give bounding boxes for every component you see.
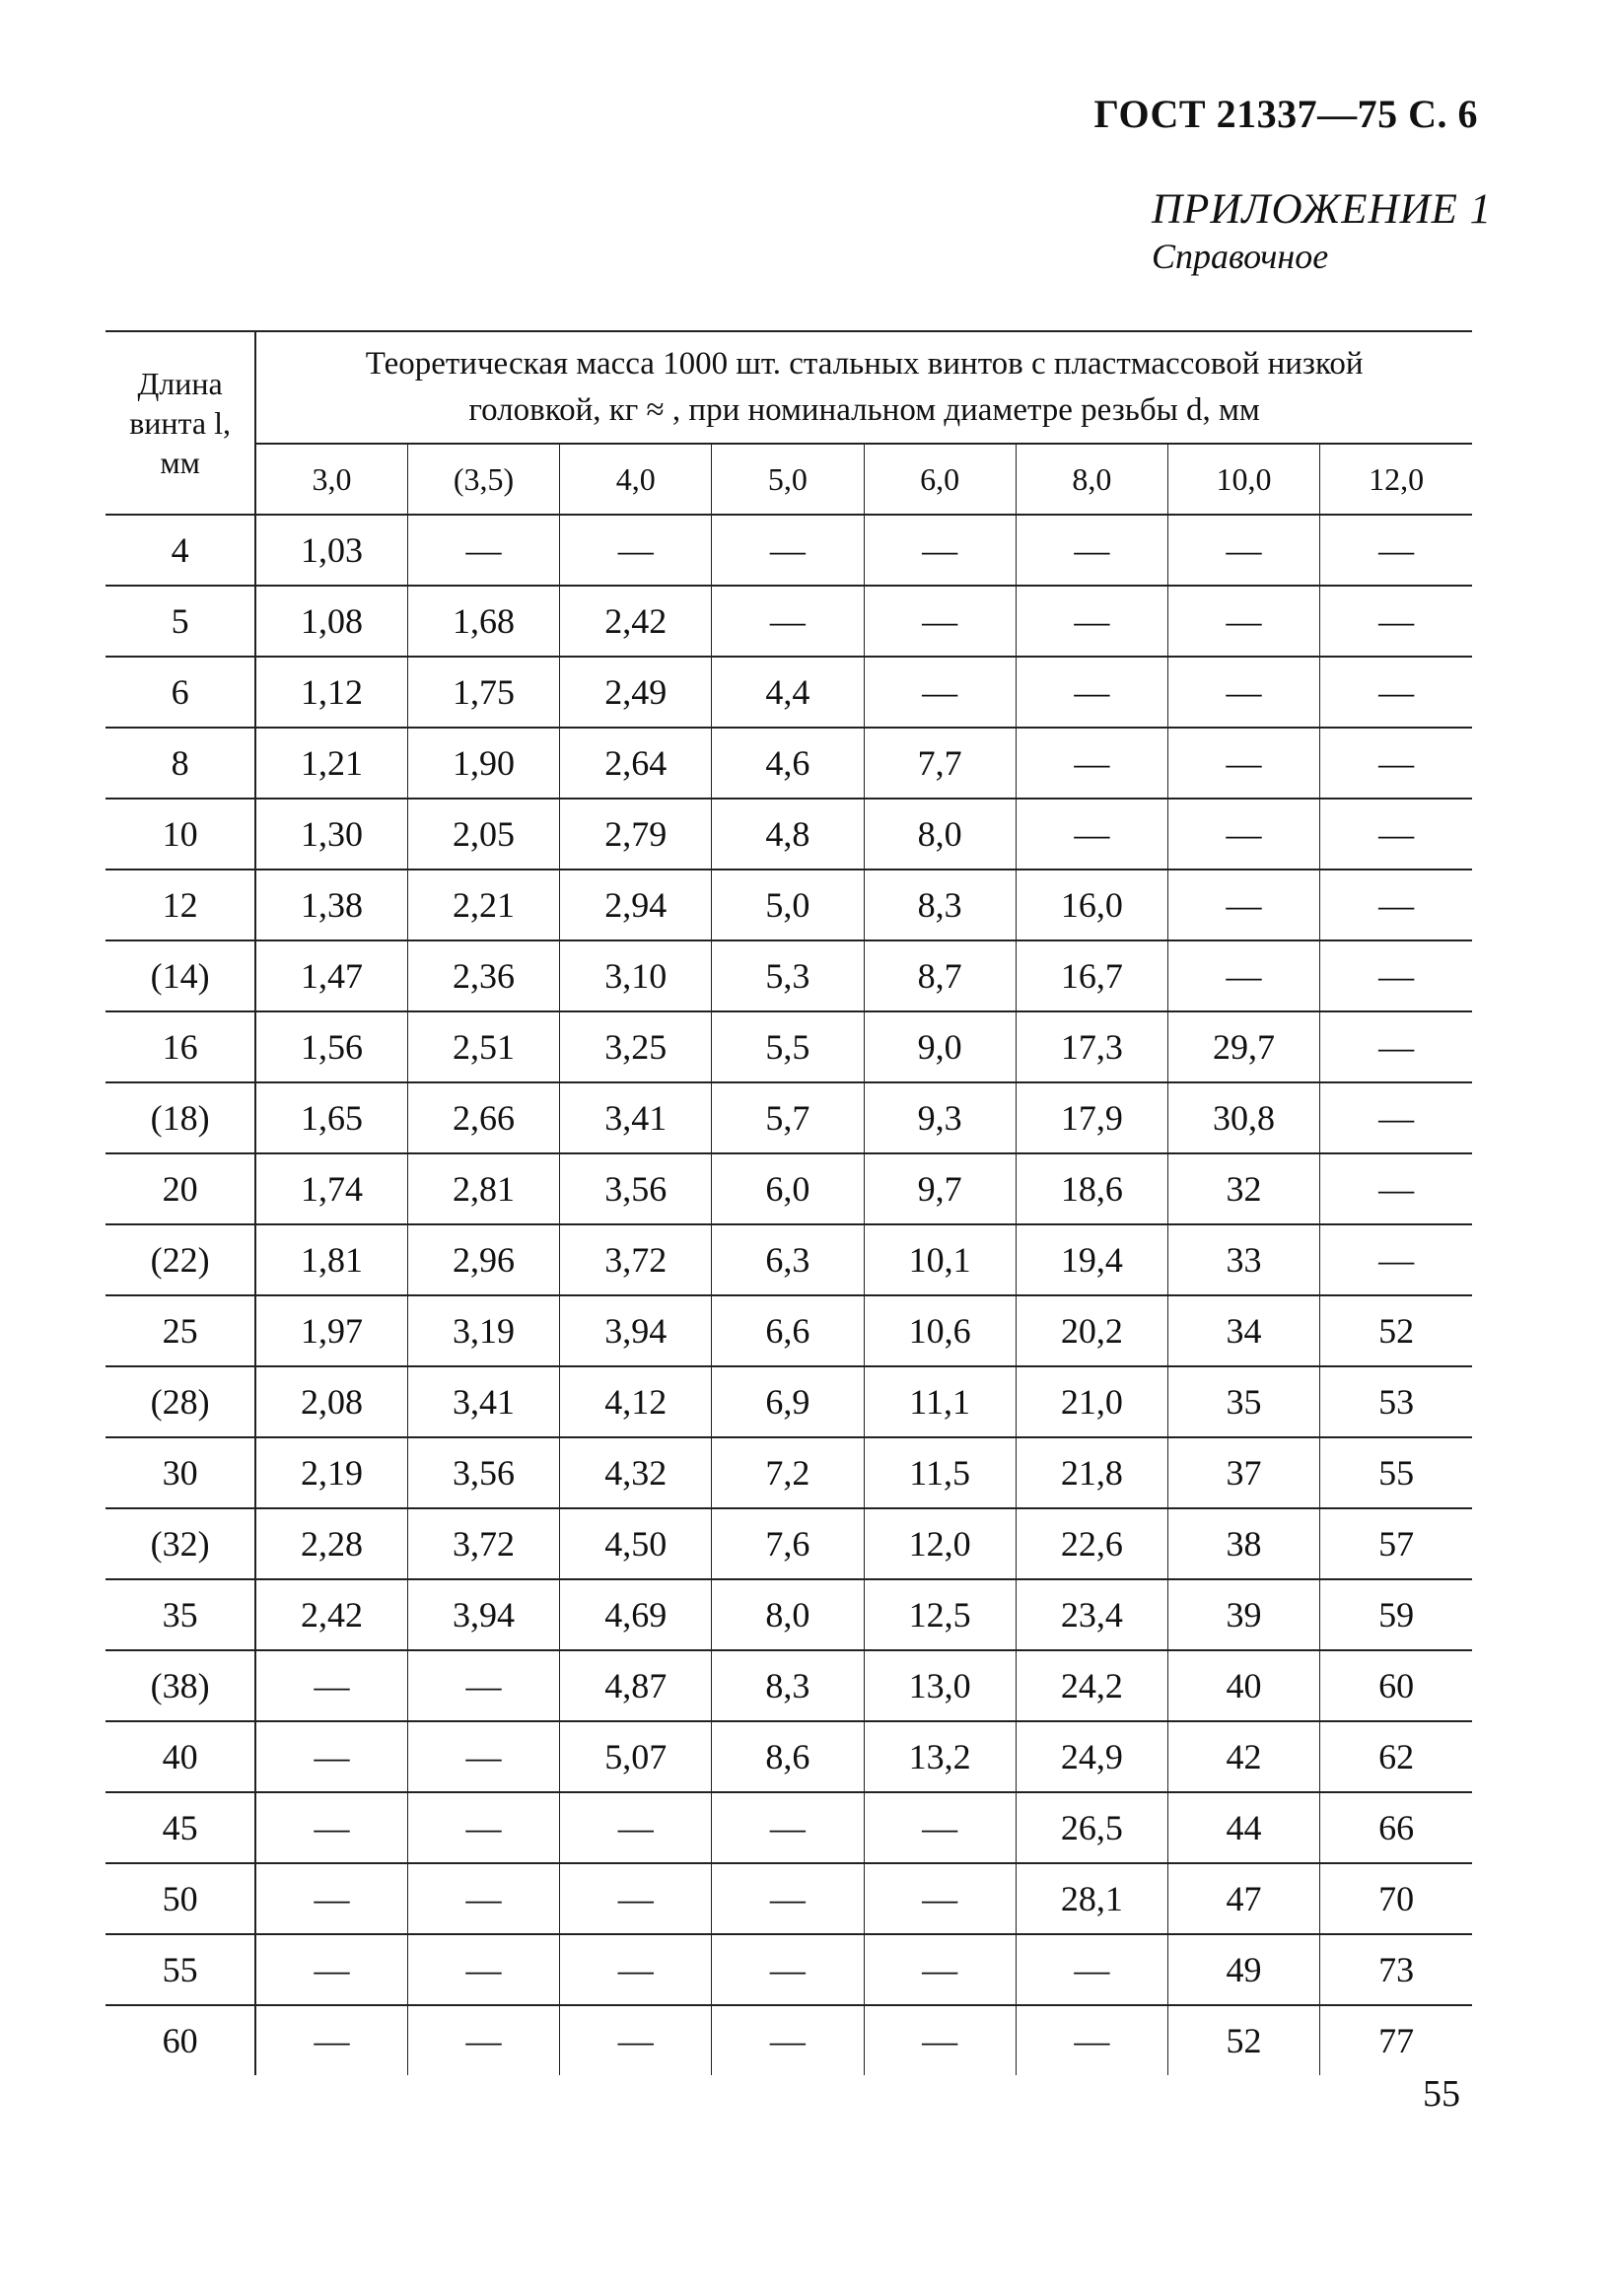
table-row [106,728,1472,799]
mass-cell: 52 [1320,1295,1472,1366]
mass-cell: 3,94 [560,1295,712,1366]
mass-cell: 70 [1320,1863,1472,1934]
table-row [106,657,1472,728]
table-row [106,1508,1472,1579]
table-row [106,515,1472,586]
length-cell: (38) [106,1650,255,1721]
mass-cell: 39 [1167,1579,1319,1650]
mass-cell: — [1167,940,1319,1011]
mass-cell: — [1016,2005,1167,2075]
mass-cell: — [864,657,1016,728]
length-column-header [106,331,255,515]
mass-cell: 2,05 [407,799,559,870]
mass-cell: 8,6 [712,1721,864,1792]
mass-cell: 2,66 [407,1082,559,1153]
length-cell: 25 [106,1295,255,1366]
mass-cell: — [864,515,1016,586]
mass-cell: 8,0 [864,799,1016,870]
mass-cell: 5,7 [712,1082,864,1153]
length-cell: (32) [106,1508,255,1579]
mass-cell: 20,2 [1016,1295,1167,1366]
mass-cell: — [407,515,559,586]
mass-cell: — [255,2005,407,2075]
mass-cell: — [407,1934,559,2005]
diameter-header: 4,0 [560,444,712,515]
mass-cell: 1,90 [407,728,559,799]
mass-cell: 37 [1167,1437,1319,1508]
screw-mass-table [106,330,1472,2075]
mass-cell: 2,49 [560,657,712,728]
mass-cell: 66 [1320,1792,1472,1863]
mass-cell: — [1016,657,1167,728]
mass-cell: 1,03 [255,515,407,586]
length-cell: (22) [106,1224,255,1295]
mass-cell: 35 [1167,1366,1319,1437]
mass-cell: 2,64 [560,728,712,799]
mass-cell: 4,50 [560,1508,712,1579]
table-row [106,870,1472,940]
mass-cell: 3,72 [560,1224,712,1295]
mass-cell: 12,0 [864,1508,1016,1579]
mass-cell: 23,4 [1016,1579,1167,1650]
mass-cell: 2,81 [407,1153,559,1224]
mass-cell: 4,87 [560,1650,712,1721]
mass-cell: 2,96 [407,1224,559,1295]
mass-cell: 7,6 [712,1508,864,1579]
mass-cell: 73 [1320,1934,1472,2005]
page-number: 55 [1423,2073,1460,2115]
mass-cell: — [1016,586,1167,657]
length-header-line: винта l, [129,405,232,441]
mass-cell: 8,0 [712,1579,864,1650]
mass-cell: 2,94 [560,870,712,940]
mass-cell: 2,08 [255,1366,407,1437]
mass-cell: — [1320,515,1472,586]
table-row [106,1295,1472,1366]
table-row [106,1224,1472,1295]
mass-cell: — [1320,940,1472,1011]
length-cell: 45 [106,1792,255,1863]
mass-cell: 1,56 [255,1011,407,1082]
mass-cell: 17,3 [1016,1011,1167,1082]
mass-cell: 26,5 [1016,1792,1167,1863]
mass-cell: — [712,1863,864,1934]
mass-cell: 4,8 [712,799,864,870]
document-reference: ГОСТ 21337—75 С. 6 [1093,92,1478,136]
mass-cell: — [1167,657,1319,728]
mass-cell: 2,28 [255,1508,407,1579]
mass-cell: 57 [1320,1508,1472,1579]
mass-cell: — [1320,1082,1472,1153]
mass-cell: — [1320,657,1472,728]
mass-header-line: головкой, кг ≈ , при номинальном диаметре резьбы d, мм [468,392,1260,428]
length-cell: 10 [106,799,255,870]
mass-cell: 2,42 [255,1579,407,1650]
mass-cell: 4,4 [712,657,864,728]
mass-cell: 22,6 [1016,1508,1167,1579]
mass-cell: 16,0 [1016,870,1167,940]
diameter-header: (3,5) [407,444,559,515]
table-header [106,331,1472,515]
appendix-block [1152,185,1492,278]
mass-cell: — [1320,1224,1472,1295]
length-cell: 16 [106,1011,255,1082]
mass-cell: 47 [1167,1863,1319,1934]
mass-cell: — [712,515,864,586]
table-body [106,515,1472,2075]
mass-cell: 42 [1167,1721,1319,1792]
mass-cell: 1,65 [255,1082,407,1153]
mass-cell: 8,7 [864,940,1016,1011]
mass-cell: — [1016,1934,1167,2005]
mass-cell: 8,3 [712,1650,864,1721]
mass-cell: 3,56 [560,1153,712,1224]
table-row [106,1934,1472,2005]
mass-group-header [255,331,1472,444]
mass-cell: — [255,1934,407,2005]
mass-cell: 21,0 [1016,1366,1167,1437]
mass-cell: — [255,1863,407,1934]
table-row [106,2005,1472,2075]
mass-cell: 18,6 [1016,1153,1167,1224]
mass-cell: 8,3 [864,870,1016,940]
mass-cell: 53 [1320,1366,1472,1437]
mass-cell: 59 [1320,1579,1472,1650]
mass-cell: 13,0 [864,1650,1016,1721]
length-cell: 5 [106,586,255,657]
length-cell: 50 [106,1863,255,1934]
diameter-header: 10,0 [1167,444,1319,515]
mass-cell: 24,9 [1016,1721,1167,1792]
mass-cell: 6,9 [712,1366,864,1437]
mass-cell: — [1167,799,1319,870]
mass-cell: 2,36 [407,940,559,1011]
length-cell: 8 [106,728,255,799]
mass-cell: 9,7 [864,1153,1016,1224]
table-row [106,799,1472,870]
mass-cell: — [407,1792,559,1863]
mass-cell: 1,68 [407,586,559,657]
mass-cell: 30,8 [1167,1082,1319,1153]
diameter-header: 5,0 [712,444,864,515]
appendix-subtitle: Справочное [1152,237,1329,276]
mass-cell: 6,6 [712,1295,864,1366]
mass-cell: — [407,1650,559,1721]
mass-cell: — [1320,870,1472,940]
diameter-header-row [106,444,1472,515]
mass-cell: — [1320,1153,1472,1224]
mass-cell: 4,69 [560,1579,712,1650]
table-row [106,1792,1472,1863]
table-row [106,586,1472,657]
mass-cell: 33 [1167,1224,1319,1295]
length-cell: 20 [106,1153,255,1224]
mass-cell: — [864,2005,1016,2075]
length-cell: 6 [106,657,255,728]
mass-cell: 1,75 [407,657,559,728]
mass-cell: — [560,1792,712,1863]
mass-cell: — [1320,728,1472,799]
mass-cell: 9,3 [864,1082,1016,1153]
mass-cell: 2,42 [560,586,712,657]
length-cell: 4 [106,515,255,586]
table-row [106,1437,1472,1508]
mass-cell: — [712,1792,864,1863]
length-cell: (18) [106,1082,255,1153]
mass-cell: 9,0 [864,1011,1016,1082]
mass-cell: 3,41 [560,1082,712,1153]
length-header-line: мм [160,445,200,480]
mass-cell: 11,5 [864,1437,1016,1508]
mass-cell: 77 [1320,2005,1472,2075]
mass-cell: — [1167,728,1319,799]
mass-cell: 2,21 [407,870,559,940]
length-cell: 30 [106,1437,255,1508]
mass-cell: — [712,2005,864,2075]
mass-cell: 5,07 [560,1721,712,1792]
mass-cell: — [255,1650,407,1721]
mass-cell: 60 [1320,1650,1472,1721]
mass-cell: 2,51 [407,1011,559,1082]
mass-cell: 3,72 [407,1508,559,1579]
mass-cell: 5,5 [712,1011,864,1082]
mass-cell: 1,08 [255,586,407,657]
mass-cell: 49 [1167,1934,1319,2005]
mass-cell: 52 [1167,2005,1319,2075]
diameter-header: 3,0 [255,444,407,515]
mass-cell: 28,1 [1016,1863,1167,1934]
mass-cell: 3,94 [407,1579,559,1650]
appendix-title: ПРИЛОЖЕНИЕ 1 [1152,186,1493,233]
length-cell: 35 [106,1579,255,1650]
header-row-group [106,331,1472,444]
length-cell: (28) [106,1366,255,1437]
mass-cell: — [1320,799,1472,870]
table-row [106,940,1472,1011]
mass-cell: — [1016,728,1167,799]
mass-cell: — [255,1792,407,1863]
mass-cell: 29,7 [1167,1011,1319,1082]
mass-cell: 1,97 [255,1295,407,1366]
length-cell: 40 [106,1721,255,1792]
mass-cell: 16,7 [1016,940,1167,1011]
mass-cell: 5,3 [712,940,864,1011]
table-row [106,1721,1472,1792]
diameter-header: 8,0 [1016,444,1167,515]
mass-cell: 38 [1167,1508,1319,1579]
mass-cell: — [255,1721,407,1792]
diameter-header: 6,0 [864,444,1016,515]
mass-cell: — [407,1721,559,1792]
table-row [106,1082,1472,1153]
table-row [106,1153,1472,1224]
mass-cell: — [1016,515,1167,586]
mass-cell: — [560,2005,712,2075]
mass-cell: 4,6 [712,728,864,799]
mass-cell: 5,0 [712,870,864,940]
mass-cell: — [864,1934,1016,2005]
length-header-line: Длина [137,366,223,401]
mass-cell: 21,8 [1016,1437,1167,1508]
diameter-header: 12,0 [1320,444,1472,515]
table-row [106,1366,1472,1437]
mass-cell: — [1167,870,1319,940]
mass-cell: 7,2 [712,1437,864,1508]
length-cell: (14) [106,940,255,1011]
length-cell: 60 [106,2005,255,2075]
mass-cell: 1,74 [255,1153,407,1224]
table-row [106,1579,1472,1650]
mass-cell: 1,47 [255,940,407,1011]
mass-cell: 13,2 [864,1721,1016,1792]
mass-cell: — [1320,1011,1472,1082]
mass-cell: 3,25 [560,1011,712,1082]
length-cell: 55 [106,1934,255,2005]
mass-cell: 7,7 [864,728,1016,799]
mass-cell: — [407,2005,559,2075]
mass-cell: — [1167,586,1319,657]
mass-cell: — [712,1934,864,2005]
mass-cell: 3,10 [560,940,712,1011]
mass-cell: 4,12 [560,1366,712,1437]
mass-cell: — [1016,799,1167,870]
mass-cell: — [560,1863,712,1934]
mass-cell: 1,12 [255,657,407,728]
mass-cell: 19,4 [1016,1224,1167,1295]
mass-cell: 6,0 [712,1153,864,1224]
table-row [106,1011,1472,1082]
mass-cell: 1,38 [255,870,407,940]
mass-cell: 12,5 [864,1579,1016,1650]
mass-header-line: Теоретическая масса 1000 шт. стальных винтов с пластмассовой низкой [365,346,1364,382]
mass-cell: 62 [1320,1721,1472,1792]
mass-cell: 1,21 [255,728,407,799]
mass-cell: 17,9 [1016,1082,1167,1153]
mass-cell: 24,2 [1016,1650,1167,1721]
mass-cell: — [1167,515,1319,586]
mass-cell: 40 [1167,1650,1319,1721]
mass-cell: 6,3 [712,1224,864,1295]
mass-cell: — [407,1863,559,1934]
mass-cell: 32 [1167,1153,1319,1224]
table-row [106,1863,1472,1934]
mass-cell: 10,1 [864,1224,1016,1295]
mass-cell: 2,19 [255,1437,407,1508]
mass-cell: 1,81 [255,1224,407,1295]
mass-cell: — [864,586,1016,657]
mass-cell: — [1320,586,1472,657]
mass-cell: — [864,1863,1016,1934]
mass-cell: — [560,1934,712,2005]
mass-cell: 44 [1167,1792,1319,1863]
mass-cell: — [864,1792,1016,1863]
mass-cell: — [560,515,712,586]
mass-cell: 55 [1320,1437,1472,1508]
mass-cell: 11,1 [864,1366,1016,1437]
table-row [106,1650,1472,1721]
length-cell: 12 [106,870,255,940]
mass-cell: — [712,586,864,657]
mass-cell: 3,19 [407,1295,559,1366]
mass-cell: 10,6 [864,1295,1016,1366]
mass-cell: 2,79 [560,799,712,870]
mass-cell: 3,56 [407,1437,559,1508]
mass-cell: 3,41 [407,1366,559,1437]
mass-cell: 1,30 [255,799,407,870]
mass-cell: 34 [1167,1295,1319,1366]
mass-cell: 4,32 [560,1437,712,1508]
